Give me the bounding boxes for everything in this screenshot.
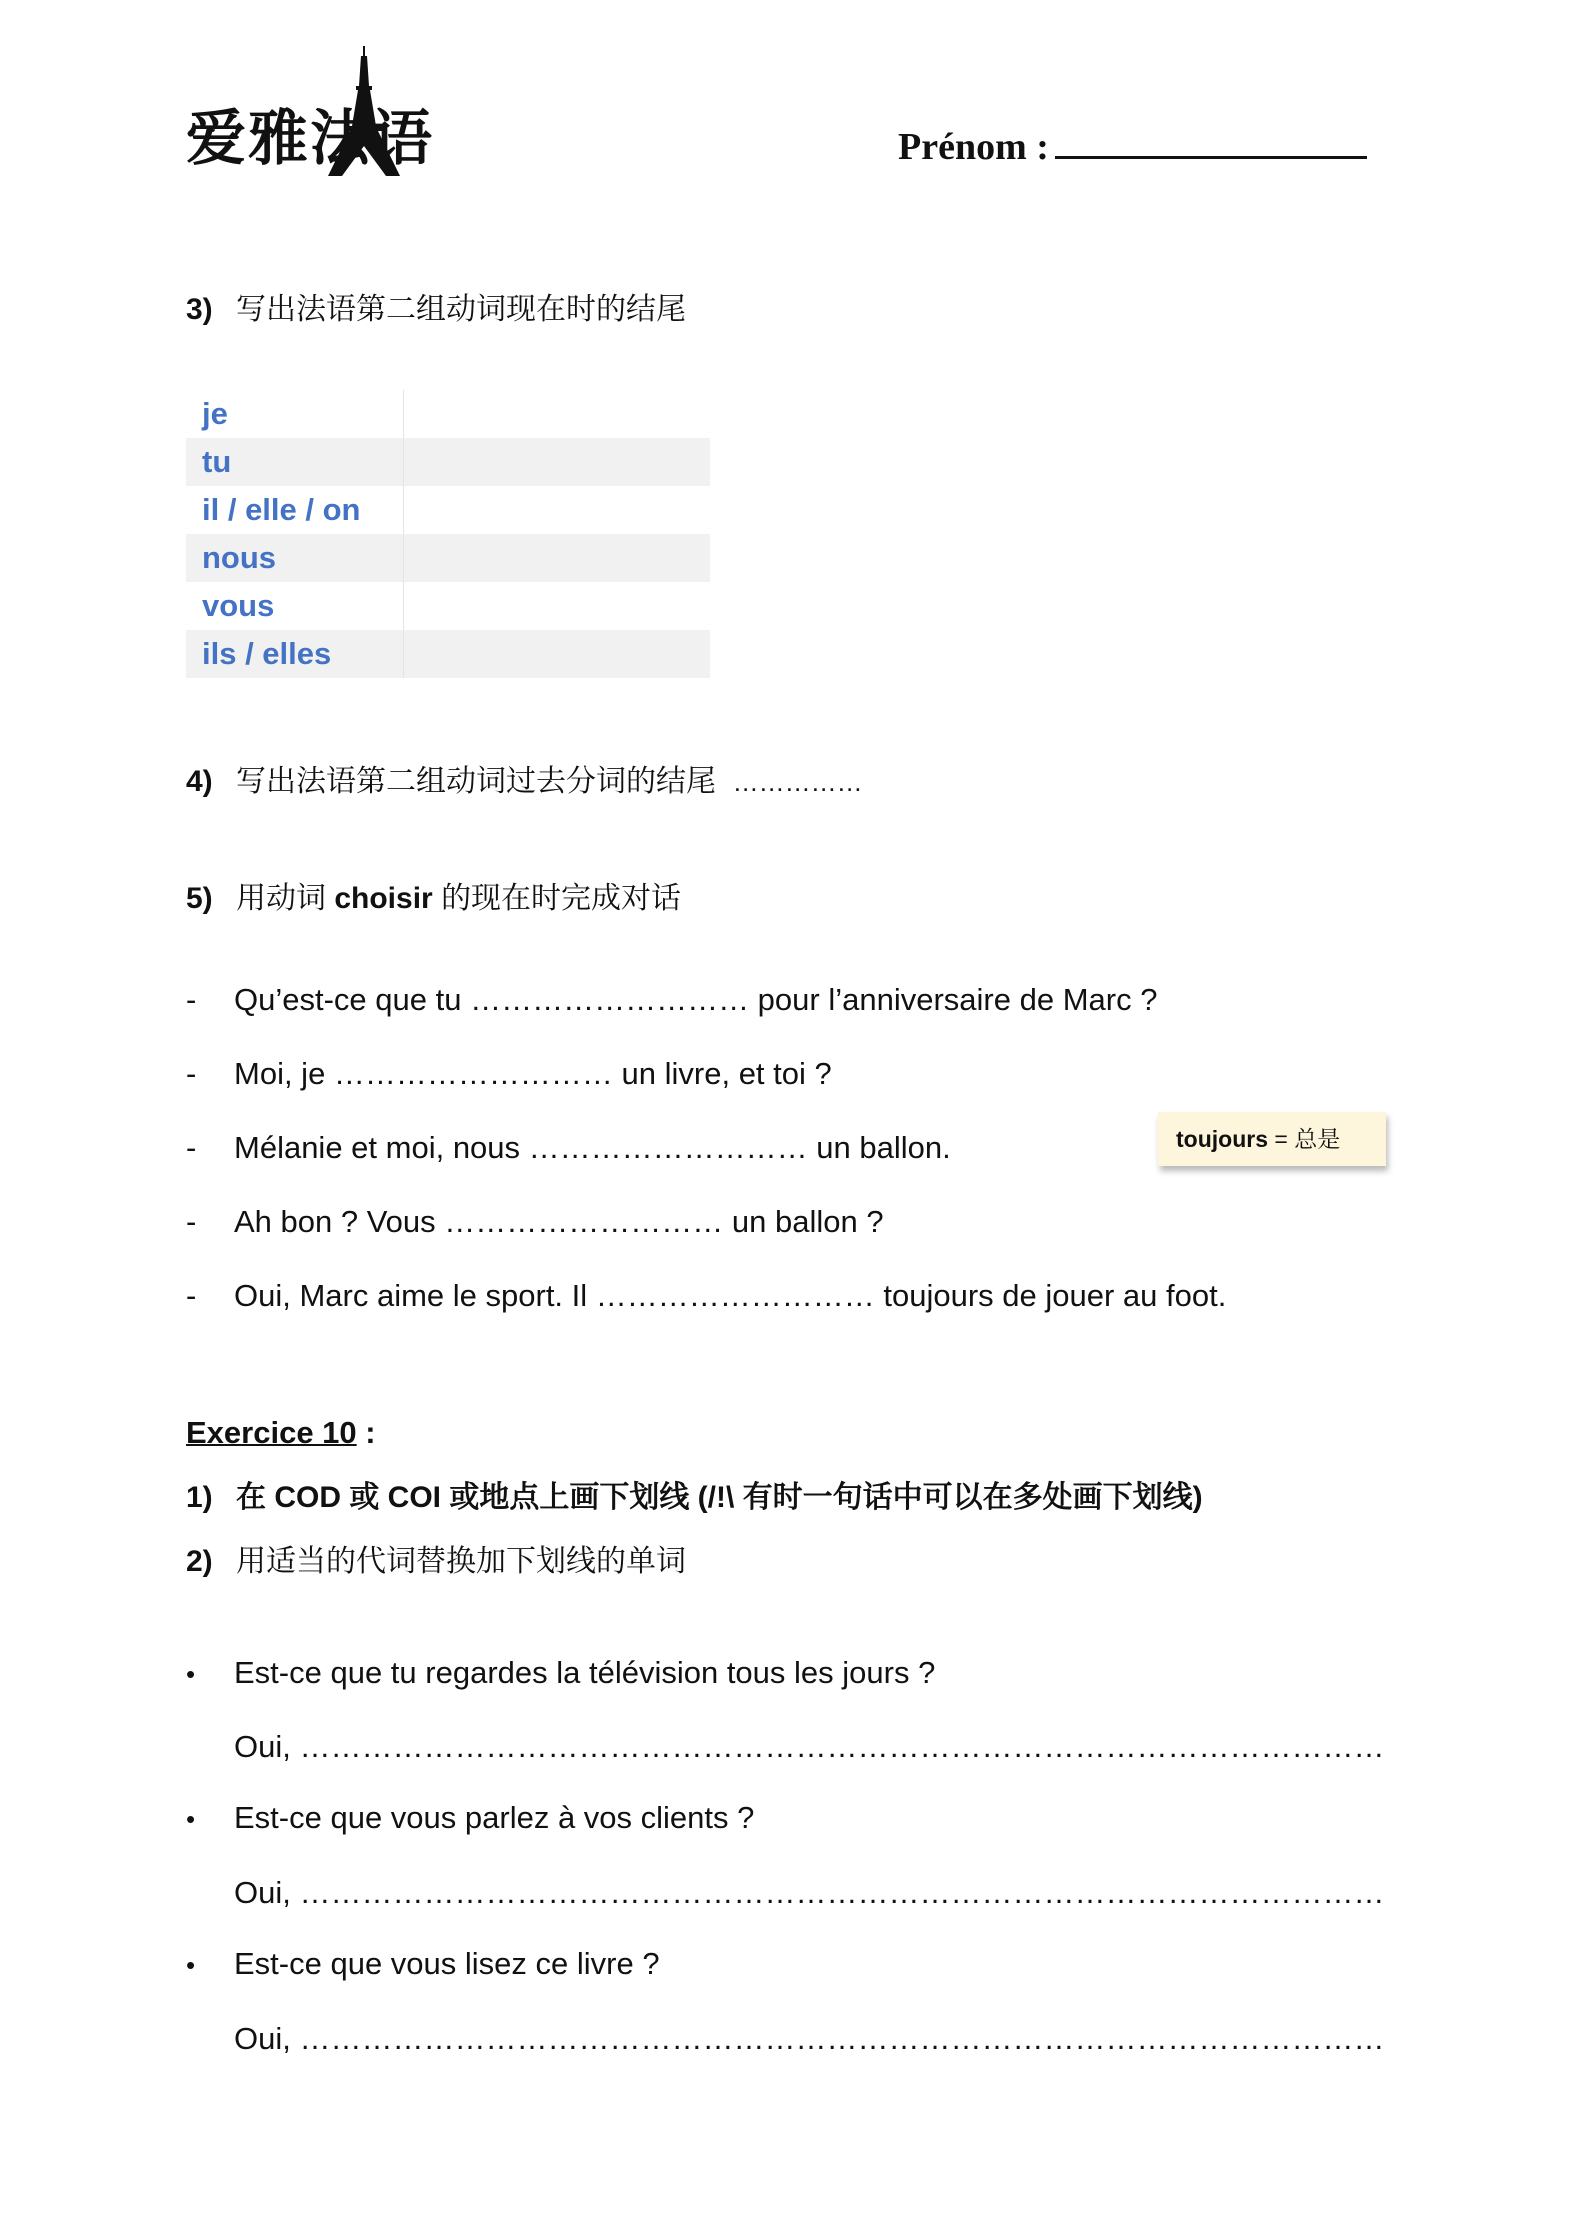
answer-line[interactable]: Oui, …………………………………………………………………………………………… (234, 1729, 1385, 1764)
question-4 (186, 756, 863, 800)
question-5-verb: choisir (334, 882, 433, 915)
dialog-text: Oui, Marc aime le sport. Il ……………………… toujours de jouer au foot. (234, 1278, 1227, 1313)
dialog-dash: - (186, 982, 197, 1017)
question-4-text: 写出法语第二组动词过去分词的结尾 (236, 765, 716, 798)
question-text: Est-ce que tu regardes la télévision tous les jours ? (234, 1655, 936, 1690)
question-5 (186, 873, 681, 917)
dialog-dash: - (186, 1204, 197, 1239)
dialog-text: Ah bon ? Vous ……………………… un ballon ? (234, 1204, 884, 1239)
exercise-title (186, 1415, 376, 1451)
dialog-text: Qu’est-ce que tu ……………………… pour l’anniversaire de Marc ? (234, 982, 1158, 1017)
question-text: Est-ce que vous lisez ce livre ? (234, 1946, 660, 1981)
exercise-title-colon: : (356, 1415, 376, 1450)
prenom-field (898, 124, 1367, 169)
exercise-title-text: Exercice 10 (186, 1415, 357, 1450)
question-4-blank[interactable]: …………… (732, 767, 863, 797)
pronoun-cell: nous (186, 534, 404, 582)
dialog-line (186, 1056, 832, 1092)
bullet-icon: • (186, 1950, 196, 1980)
table-row (186, 438, 710, 486)
bullet-icon: • (186, 1804, 196, 1834)
logo (186, 46, 456, 182)
logo-text: 爱雅法语 (186, 104, 434, 174)
question-5-post: 的现在时完成对话 (441, 882, 682, 915)
vocab-note (1158, 1112, 1386, 1166)
vocab-note-word: toujours (1176, 1126, 1268, 1152)
instruction-1-text: 在 COD 或 COI 或地点上画下划线 (/!\ 有时一句话中可以在多处画下划线) (236, 1481, 1203, 1514)
dialog-dash: - (186, 1056, 197, 1091)
vocab-note-meaning: = 总是 (1274, 1126, 1341, 1152)
pronoun-cell: ils / elles (186, 630, 404, 678)
pronoun-cell: je (186, 390, 404, 438)
exercise-instruction-2 (186, 1536, 686, 1580)
list-item (186, 1946, 660, 1982)
pronoun-cell: tu (186, 438, 404, 486)
dialog-text: Mélanie et moi, nous ……………………… un ballon. (234, 1130, 951, 1165)
dialog-dash: - (186, 1130, 197, 1165)
dialog-line (186, 1204, 884, 1240)
table-row (186, 582, 710, 630)
prenom-label: Prénom : (898, 126, 1049, 168)
conjugation-table (186, 390, 710, 678)
pronoun-cell: vous (186, 582, 404, 630)
question-3-text: 写出法语第二组动词现在时的结尾 (236, 293, 686, 326)
answer-cell[interactable] (404, 582, 710, 630)
list-item (186, 1655, 935, 1691)
question-4-number: 4) (186, 765, 213, 798)
instruction-2-text: 用适当的代词替换加下划线的单词 (236, 1545, 686, 1578)
dialog-text: Moi, je ……………………… un livre, et toi ? (234, 1056, 832, 1091)
exercise-instruction-1 (186, 1472, 1203, 1516)
dialog-dash: - (186, 1278, 197, 1313)
instruction-1-number: 1) (186, 1481, 213, 1514)
pronoun-cell: il / elle / on (186, 486, 404, 534)
answer-cell[interactable] (404, 534, 710, 582)
question-5-pre: 用动词 (236, 882, 326, 915)
answer-cell[interactable] (404, 630, 710, 678)
answer-cell[interactable] (404, 390, 710, 438)
question-3-number: 3) (186, 293, 213, 326)
list-item (186, 1800, 754, 1836)
question-3 (186, 284, 686, 328)
prenom-blank-line[interactable] (1055, 124, 1367, 159)
question-text: Est-ce que vous parlez à vos clients ? (234, 1800, 755, 1835)
table-row (186, 390, 710, 438)
instruction-2-number: 2) (186, 1545, 213, 1578)
dialog-line (186, 1278, 1226, 1314)
answer-line[interactable]: Oui, …………………………………………………………………………………………… (234, 1875, 1385, 1910)
answer-cell[interactable] (404, 438, 710, 486)
table-row (186, 630, 710, 678)
dialog-line (186, 1130, 951, 1166)
bullet-icon: • (186, 1659, 196, 1689)
dialog-line (186, 982, 1157, 1018)
table-row (186, 486, 710, 534)
table-row (186, 534, 710, 582)
answer-line[interactable]: Oui, …………………………………………………………………………………………… (234, 2021, 1385, 2056)
question-5-number: 5) (186, 882, 213, 915)
answer-cell[interactable] (404, 486, 710, 534)
